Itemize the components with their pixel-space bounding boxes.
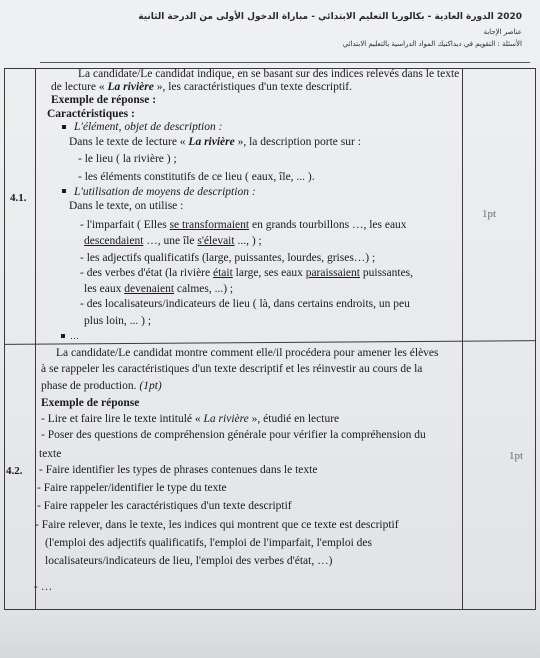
header-line-2: عناصر الإجابة (483, 28, 522, 36)
q41-ellipsis: … (70, 331, 79, 341)
q41-etat-line-1: - des verbes d'état (la rivière était large, ses eaux paraissaient puissantes, (80, 267, 414, 279)
q41-characteristics-title: Caractéristiques : (47, 108, 135, 120)
table-left-border (4, 68, 5, 610)
q42-line-8: (l'emploi des adjectifs qualificatifs, l'emploi de l'imparfait, l'emploi des (45, 537, 373, 549)
document-header (40, 6, 530, 68)
q42-line-4: - Faire identifier les types de phrases contenues dans le texte (39, 464, 318, 476)
q42-intro-line-1: La candidate/Le candidat montre comment elle/il procédera pour amener les élèves (56, 347, 439, 359)
q42-line-3: texte (39, 448, 62, 460)
q41-item2-line: Dans le texte, on utilise : (69, 200, 184, 212)
q42-line-9: localisateurs/indicateurs de lieu, l'emploi des verbes d'état, …) (45, 555, 333, 567)
q42-intro-line-3: phase de production. (1pt) (41, 380, 162, 392)
q42-line-5: - Faire rappeler/identifier le type du texte (37, 482, 227, 494)
header-line-3: الأسئلة : التقويم في ديداكتيك المواد الدراسية بالتعليم الابتدائي (342, 40, 522, 48)
q42-example-title: Exemple de réponse (41, 397, 140, 409)
q42-line-6: - Faire rappeler les caractéristiques d'un texte descriptif (37, 500, 292, 512)
q41-item1-line: Dans le texte de lecture « La rivière », la description porte sur : (69, 136, 361, 148)
q41-item2-title: L'utilisation de moyens de description : (74, 186, 256, 198)
q41-localisateurs-line-1: - des localisateurs/indicateurs de lieu ( là, dans certains endroits, un peu (80, 298, 410, 310)
q41-adjectifs-line: - les adjectifs qualificatifs (large, puissantes, lourdes, grises…) ; (80, 252, 376, 264)
q41-intro-line-2: de lecture « La rivière », les caractéristiques d'un texte descriptif. (51, 81, 352, 93)
page-shadow (0, 610, 540, 658)
q42-line-1: - Lire et faire lire le texte intitulé « La rivière », étudié en lecture (41, 413, 340, 425)
q41-localisateurs-line-2: plus loin, ... ) ; (84, 315, 152, 327)
table-points-column-border (462, 68, 463, 610)
answer-table (4, 68, 536, 610)
q42-line-2: - Poser des questions de compréhension générale pour vérifier la compréhension du (41, 429, 426, 441)
question-number: 4.2. (6, 465, 23, 477)
q41-intro-line-1: La candidate/Le candidat indique, en se basant sur des indices relevés dans le texte (78, 68, 460, 80)
table-right-border (535, 68, 536, 610)
row-divider (4, 340, 536, 345)
q41-example-title: Exemple de réponse : (51, 94, 157, 106)
bullet (61, 334, 65, 338)
bullet (62, 125, 66, 129)
q41-item1-title: L'élément, objet de description : (74, 121, 223, 133)
q42-line-7: - Faire relever, dans le texte, les indices qui montrent que ce texte est descriptif (35, 519, 399, 531)
header-divider (40, 62, 530, 63)
q41-etat-line-2: les eaux devenaient calmes, ...) ; (84, 283, 234, 295)
q41-item1-sub-2: - les éléments constitutifs de ce lieu ( eaux, île, ... ). (78, 171, 315, 183)
question-number: 4.1. (10, 192, 27, 204)
q42-intro-line-2: à se rappeler les caractéristiques d'un texte descriptif et les réinvestir au cours de la (41, 363, 423, 375)
bullet (62, 189, 66, 193)
q41-imparfait-line-2: descendaient …, une île s'élevait ..., ) ; (84, 235, 262, 247)
q41-item1-sub-1: - le lieu ( la rivière ) ; (78, 153, 177, 165)
q41-imparfait-line-1: - l'imparfait ( Elles se transformaient en grands tourbillons …, les eaux (80, 219, 407, 231)
q42-ellipsis: - … (34, 581, 53, 593)
question-points: 1pt (509, 450, 524, 462)
question-points: 1pt (482, 208, 497, 220)
header-line-1: 2020 الدورة العادية - بكالوريا التعليم الابتدائي - مباراة الدخول الأولى من الدرجة الثانية (138, 12, 522, 22)
